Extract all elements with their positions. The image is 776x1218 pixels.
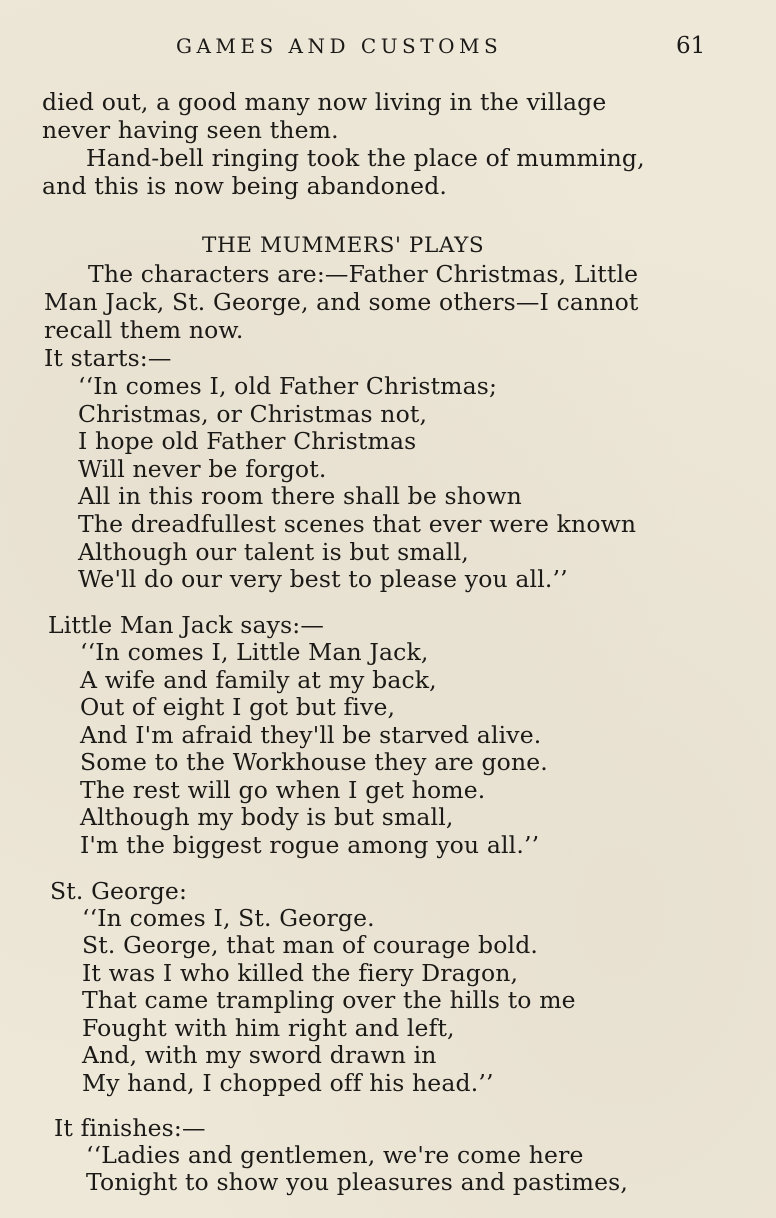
verse-line: I hope old Father Christmas: [78, 427, 417, 455]
verse-line: And I'm afraid they'll be starved alive.: [80, 721, 542, 749]
running-title: GAMES AND CUSTOMS: [176, 34, 503, 58]
verse-line: A wife and family at my back,: [80, 666, 437, 694]
starts-label: It starts:—: [44, 344, 172, 372]
verse-line: ‘‘In comes I, old Father Christmas;: [78, 372, 498, 400]
verse-line: It was I who killed the fiery Dragon,: [82, 959, 519, 987]
verse-line: And, with my sword drawn in: [82, 1041, 437, 1069]
verse-line: Will never be forgot.: [78, 455, 327, 483]
verse-line: ‘‘Ladies and gentlemen, we're come here: [86, 1141, 584, 1169]
verse-line: ‘‘In comes I, St. George.: [82, 904, 375, 932]
verse-line: Tonight to show you pleasures and pastimes,: [86, 1168, 629, 1196]
finishes-label: It finishes:—: [54, 1114, 206, 1142]
verse-line: My hand, I chopped off his head.’’: [82, 1069, 494, 1097]
intro-line: never having seen them.: [42, 116, 339, 144]
speaker-label: Little Man Jack says:—: [48, 611, 325, 639]
page-number: 61: [676, 33, 706, 59]
verse-line: ‘‘In comes I, Little Man Jack,: [80, 638, 429, 666]
speaker-label: St. George:: [50, 877, 188, 905]
intro-line: died out, a good many now living in the village: [42, 88, 607, 116]
verse-line: Christmas, or Christmas not,: [78, 400, 428, 428]
verse-line: I'm the biggest rogue among you all.’’: [80, 831, 540, 859]
section-heading: THE MUMMERS' PLAYS: [202, 233, 485, 258]
verse-line: Although my body is but small,: [80, 803, 454, 831]
verse-line: Some to the Workhouse they are gone.: [80, 748, 548, 776]
intro-line: and this is now being abandoned.: [42, 172, 448, 200]
description-line: The characters are:—Father Christmas, Little: [88, 260, 639, 288]
verse-line: We'll do our very best to please you all.’’: [78, 565, 568, 593]
description-line: recall them now.: [44, 316, 244, 344]
verse-line: Although our talent is but small,: [78, 538, 469, 566]
verse-line: The rest will go when I get home.: [80, 776, 486, 804]
description-line: Man Jack, St. George, and some others—I cannot: [44, 288, 639, 316]
intro-line: Hand-bell ringing took the place of mumming,: [86, 144, 645, 172]
verse-line: Out of eight I got but five,: [80, 693, 396, 721]
verse-line: All in this room there shall be shown: [78, 482, 522, 510]
verse-line: The dreadfullest scenes that ever were known: [78, 510, 637, 538]
verse-line: Fought with him right and left,: [82, 1014, 455, 1042]
verse-line: St. George, that man of courage bold.: [82, 931, 539, 959]
verse-line: That came trampling over the hills to me: [82, 986, 576, 1014]
